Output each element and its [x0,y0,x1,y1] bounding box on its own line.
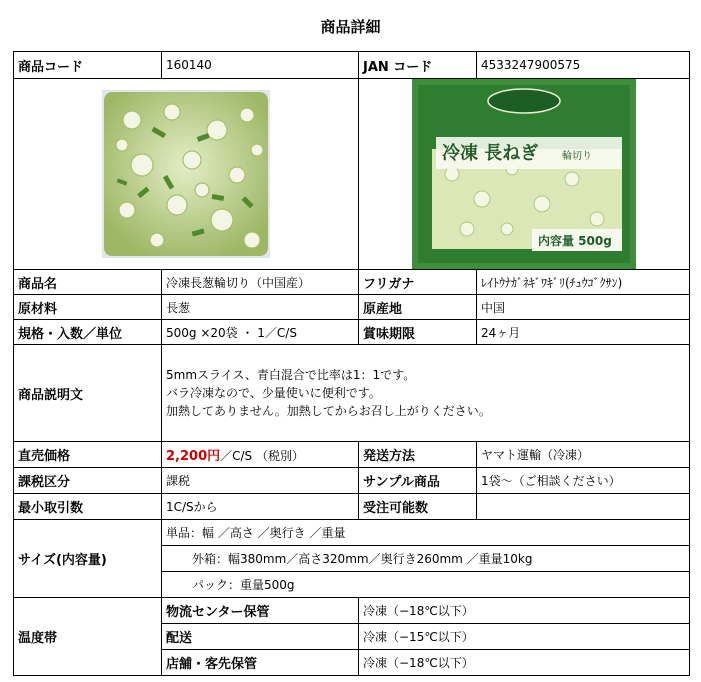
label-spec: 規格・入数／単位 [14,320,162,345]
price-unit: ／C/S （税別） [220,449,304,463]
package-weight-label: 内容量 500g [538,234,612,248]
value-spec: 500g ×20袋 ・ 1／C/S [162,320,359,345]
value-product-code: 160140 [162,52,359,79]
label-description: 商品説明文 [14,345,162,442]
row-spec [14,320,690,345]
value-sample: 1袋～（ご相談ください） [477,468,690,494]
page-title: 商品詳細 [320,18,381,36]
value-furigana: ﾚｲﾄｳﾅｶﾞﾈｷﾞﾜｷﾞﾘ(ﾁｭｳｺﾞｸｻﾝ) [477,270,690,295]
row-tax [14,468,690,494]
label-product-name: 商品名 [14,270,162,295]
label-temp-center: 物流センター保管 [162,598,359,624]
product-detail-table [13,51,690,676]
row-code [14,52,690,79]
row-min-order [14,494,690,520]
product-package-cell [359,79,690,270]
row-description [14,345,690,442]
row-images [14,79,690,270]
value-order-capacity [477,494,690,520]
row-temp-center [14,598,690,624]
value-temp-store: 冷凍（−18℃以下） [359,650,690,676]
label-temperature: 温度帯 [14,598,162,676]
value-min-order: 1C/Sから [162,494,359,520]
label-product-code: 商品コード [14,52,162,79]
label-size: サイズ(内容量) [14,520,162,598]
description-line: バラ冷凍なので、少量使いに便利です。 [166,386,381,400]
label-temp-delivery: 配送 [162,624,359,650]
row-material [14,295,690,320]
value-size-pack: パック：重量500g [162,572,690,598]
label-material: 原材料 [14,295,162,320]
value-expiry: 24ヶ月 [477,320,690,345]
value-jan-code: 4533247900575 [477,52,690,79]
label-shipping: 発送方法 [359,442,477,468]
value-size-outer: 外箱：幅380mm／高さ320mm／奥行き260mm ／重量10kg [162,546,690,572]
row-size-unit [14,520,690,546]
price-amount: 2,200円 [166,449,221,464]
label-sample: サンプル商品 [359,468,477,494]
label-jan-code: JAN コード [359,52,477,79]
label-expiry: 賞味期限 [359,320,477,345]
value-product-name: 冷凍長葱輪切り（中国産） [162,270,359,295]
label-furigana: フリガナ [359,270,477,295]
value-size-unit: 単品：幅 ／高さ ／奥行き ／重量 [162,520,690,546]
label-min-order: 最小取引数 [14,494,162,520]
product-package-image [412,79,636,269]
package-sub-label: 輪切り [562,151,592,162]
product-photo-cell [14,79,359,270]
description-line: 加熱してありません。加熱してからお召し上がりください。 [166,404,491,418]
value-material: 長葱 [162,295,359,320]
value-temp-delivery: 冷凍（−15℃以下） [359,624,690,650]
value-tax: 課税 [162,468,359,494]
value-temp-center: 冷凍（−18℃以下） [359,598,690,624]
value-description [162,345,690,442]
row-name [14,270,690,295]
value-origin: 中国 [477,295,690,320]
value-price [162,442,359,468]
product-photo [102,90,270,258]
value-shipping: ヤマト運輸（冷凍） [477,442,690,468]
label-price: 直売価格 [14,442,162,468]
label-tax: 課税区分 [14,468,162,494]
label-origin: 原産地 [359,295,477,320]
package-label: 冷凍 長ねぎ [442,143,539,164]
row-price [14,442,690,468]
label-temp-store: 店舗・客先保管 [162,650,359,676]
label-order-capacity: 受注可能数 [359,494,477,520]
description-line: 5mmスライス、青白混合で比率は1：1です。 [166,368,416,382]
